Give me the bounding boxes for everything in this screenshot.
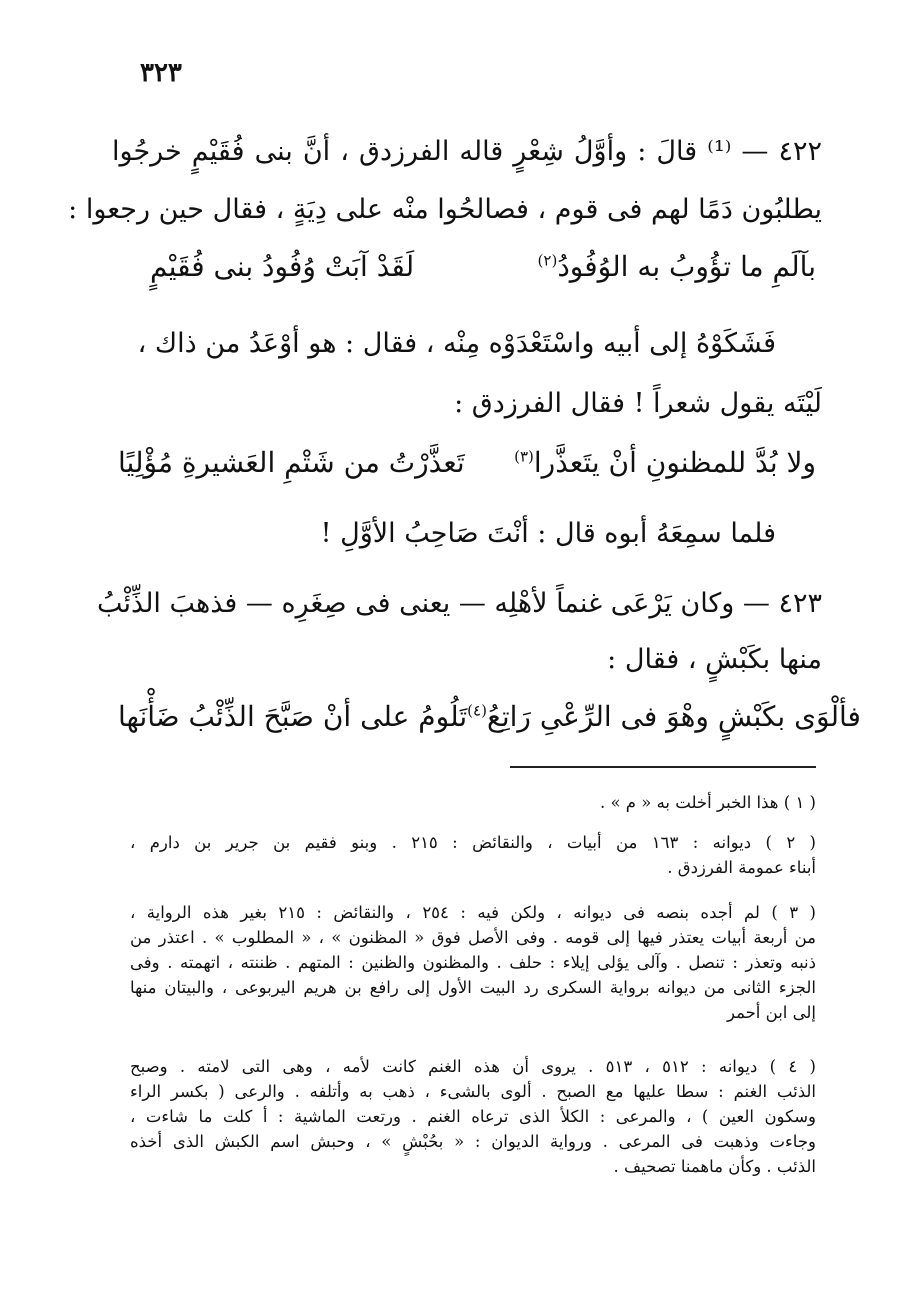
verse-hemistich-second [514, 446, 816, 479]
footnote-marker: (٣) [514, 447, 534, 466]
verse-hemistich-first: تَلُومُ على أنْ صَبَّحَ الذِّئْبُ ضَأْنَها [118, 700, 468, 733]
footnote-marker: (٤) [467, 701, 487, 720]
body-line: ٤٢٣ — وكان يَرْعَى غنماً لأهْلِه — يعنى فى صِغَرِه — فذهبَ الذِّئْبُ [97, 588, 822, 619]
verse-hemistich-first: تَعذَّرْتُ من شَتْمِ العَشيرةِ مُؤْلِيًا [118, 446, 465, 479]
body-line: منها بكَبْشٍ ، فقال : [607, 644, 822, 675]
verse-hemistich-second [538, 250, 816, 283]
footnote-line: الذئب . وكأن ماهمنا تصحيف . [613, 1157, 816, 1176]
body-line: فَشَكَوْهُ إلى أبيه واسْتَعْدَوْه مِنْه ، فقال : هو أوْعَدُ من ذاك ، [137, 328, 776, 359]
footnote-3 [130, 900, 816, 1025]
verse-text: ولا بُدَّ للمظنونِ أنْ يتَعذَّرا [533, 446, 816, 479]
footnote-line: ( ٢ ) ديوانه : ١٦٣ من أبيات ، والنقائض : ٢١٥ . وبنو فقيم بن جرير بن دارم ، [130, 833, 816, 852]
footnote-line: ( ١ ) هذا الخبر أخلت به « م » . [599, 793, 816, 812]
footnote-separator [510, 766, 816, 768]
footnote-line: أبناء عمومة الفرزدق . [667, 858, 816, 877]
body-line: يطلبُون دَمًا لهم فى قوم ، فصالحُوا منْه على دِيَةٍ ، فقال حين رجعوا : [68, 194, 822, 225]
footnote-line: ذنبه وتعذر : تنصل . وآلى يؤلى إيلاء : حلف . والمظنون والظنين : المتهم . ظننته ، اتهمته . وفى [130, 953, 816, 972]
footnote-line: الجزء الثانى من ديوانه برواية السكرى رد البيت الأول إلى رافع بن هريم اليربوعى ، والبيتان منها [130, 978, 816, 997]
footnote-line: إلى ابن أحمر [726, 1003, 816, 1022]
verse-3 [118, 700, 861, 733]
verse-text: فألْوَى بكَبْشٍ وهْوَ فى الرِّعْىِ رَاتِعُ [486, 700, 861, 733]
body-line: ٤٢٢ — ⁽¹⁾ قالَ : وأوَّلُ شِعْرٍ قاله الفرزدق ، أنَّ بنى فُقَيْمٍ خرجُوا [112, 136, 822, 167]
body-line: فلما سمِعَهُ أبوه قال : أنْتَ صَاحِبُ الأوَّلِ ! [320, 518, 776, 549]
verse-2 [118, 446, 816, 479]
verse-1 [150, 250, 816, 283]
footnote-line: من أربعة أبيات يعتذر فيها إلى قومه . وفى الأصل فوق « المظنون » ، « المطلوب » . اعتذر من [130, 928, 816, 947]
page-number: ٣٢٣ [140, 58, 182, 88]
footnote-line: ( ٣ ) لم أجده بنصه فى ديوانه ، ولكن فيه : ٢٥٤ ، والنقائض : ٢١٥ بغير هذه الرواية ، [130, 903, 816, 922]
verse-text: بآلَمِ ما تؤُوبُ به الوُفُودُ [557, 250, 816, 283]
footnote-line: وجاءت وذهبت فى المرعى . ورواية الديوان : « بحُبْشٍ » ، وحبش اسم الكبش الذى أخذه [130, 1132, 816, 1151]
footnote-1 [130, 790, 816, 815]
verse-hemistich-second [467, 700, 861, 733]
footnote-line: وسكون العين ) ، والمرعى : الكلأ الذى ترعاه الغنم . ورتعت الماشية : أ كلت ما شاءت ، [130, 1107, 816, 1126]
footnote-line: ( ٤ ) ديوانه : ٥١٢ ، ٥١٣ . يروى أن هذه الغنم كانت لأمه ، وهى التى لامته . وصبح [130, 1057, 816, 1076]
body-line: لَيْتَه يقول شعراً ! فقال الفرزدق : [454, 388, 822, 419]
footnote-2 [130, 830, 816, 880]
footnote-line: الذئب الغنم : سطا عليها مع الصبح . ألوى بالشىء ، ذهب به وأتلفه . والرعى ( بكسر الراء [130, 1082, 816, 1101]
footnote-marker: (٢) [537, 251, 558, 270]
footnote-4 [130, 1054, 816, 1179]
verse-hemistich-first: لَقَدْ آبَتْ وُفُودُ بنى فُقَيْمٍ [150, 250, 415, 283]
